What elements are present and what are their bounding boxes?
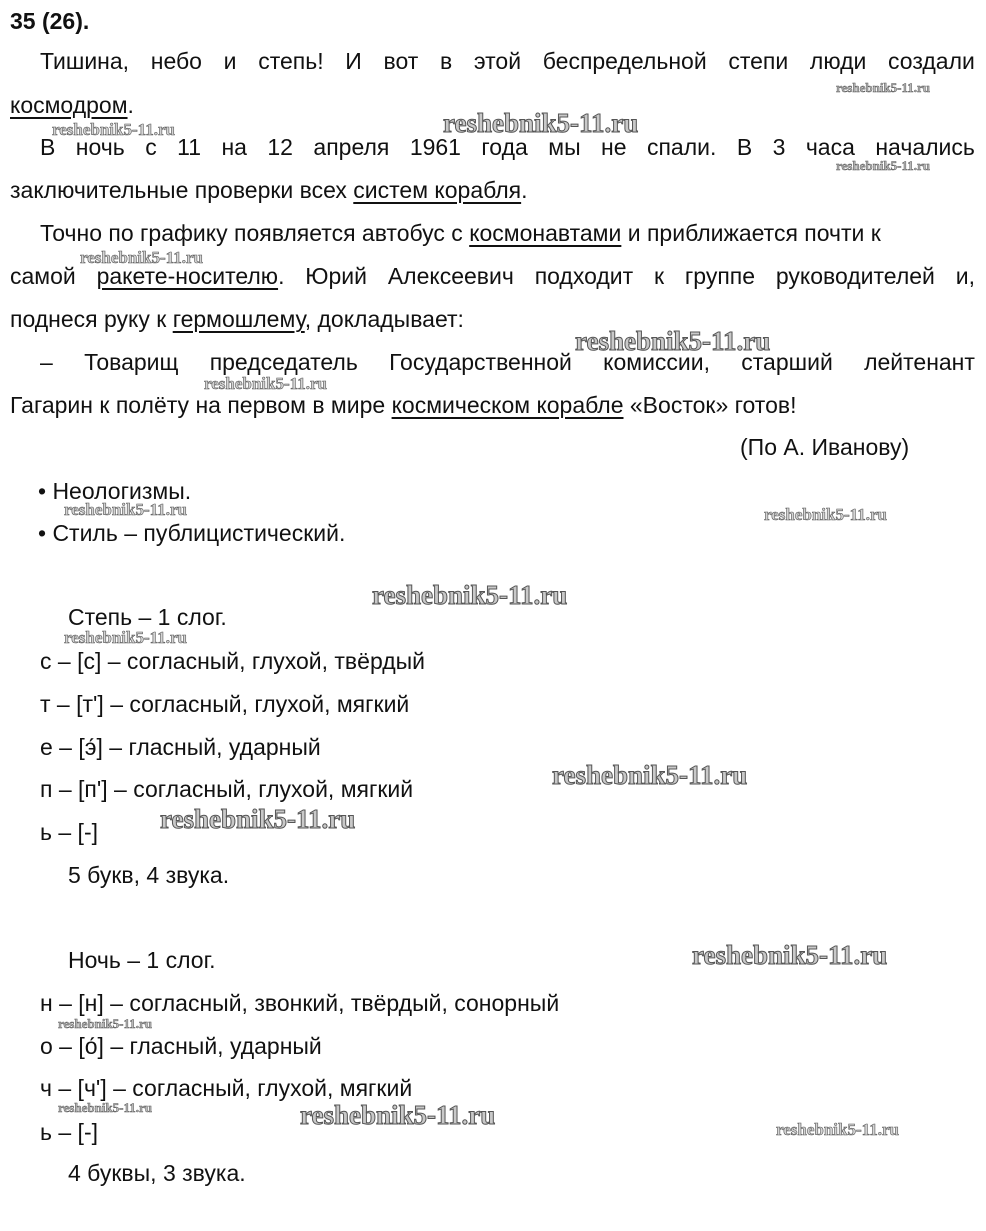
- watermark: reshebnik5-11.ru: [58, 1100, 153, 1115]
- analysis-2-row: н – [н] – согласный, звонкий, твёрдый, сонорный: [40, 990, 560, 1016]
- word: –: [40, 349, 53, 375]
- word: лейтенант: [864, 349, 975, 375]
- text-line-2: космодром.: [10, 92, 134, 118]
- word: председатель: [209, 349, 358, 375]
- exercise-number: 35 (26).: [10, 8, 90, 34]
- word: степь!: [258, 48, 324, 74]
- watermark: reshebnik5-11.ru: [776, 1120, 899, 1139]
- word: апреля: [313, 134, 390, 160]
- analysis-2-summary: 4 буквы, 3 звука.: [68, 1160, 246, 1186]
- analysis-1-row: п – [п'] – согласный, глухой, мягкий: [40, 776, 414, 802]
- word: года: [481, 134, 528, 160]
- watermark: reshebnik5-11.ru: [300, 1100, 496, 1130]
- analysis-1-row: с – [с] – согласный, глухой, твёрдый: [40, 648, 426, 674]
- word: И: [345, 48, 362, 74]
- word: Тишина,: [40, 48, 130, 74]
- word: Государственной: [389, 349, 572, 375]
- word: группе: [684, 263, 756, 289]
- watermark: reshebnik5-11.ru: [443, 108, 639, 138]
- watermark: reshebnik5-11.ru: [80, 248, 203, 267]
- analysis-2-row: ь – [-]: [40, 1119, 98, 1145]
- word: и: [223, 48, 237, 74]
- watermark: reshebnik5-11.ru: [552, 760, 748, 790]
- watermark: reshebnik5-11.ru: [764, 505, 887, 524]
- analysis-2-title: Ночь – 1 слог.: [68, 947, 216, 973]
- word: ночь: [75, 134, 125, 160]
- word: люди: [809, 48, 867, 74]
- word: В: [40, 134, 56, 160]
- word: с: [145, 134, 157, 160]
- text-line-7: поднеся руку к гермошлему, докладывает:: [10, 306, 464, 332]
- underlined-word: гермошлему: [172, 306, 305, 332]
- word: комиссии,: [603, 349, 711, 375]
- text-line-9: Гагарин к полёту на первом в мире космическом корабле «Восток» готов!: [10, 392, 797, 418]
- analysis-1-summary: 5 букв, 4 звука.: [68, 862, 230, 888]
- word: 12: [267, 134, 293, 160]
- watermark: reshebnik5-11.ru: [204, 374, 327, 393]
- text-line-8: [10, 349, 975, 379]
- analysis-1-title: Степь – 1 слог.: [68, 604, 227, 630]
- bullet-style: • Стиль – публицистический.: [38, 520, 346, 546]
- watermark: reshebnik5-11.ru: [64, 628, 187, 647]
- analysis-1-row: т – [т'] – согласный, глухой, мягкий: [40, 691, 410, 717]
- word: часа: [805, 134, 855, 160]
- word: небо: [150, 48, 202, 74]
- watermark: reshebnik5-11.ru: [58, 1016, 153, 1031]
- word: к: [654, 263, 665, 289]
- word: В: [736, 134, 753, 160]
- word: и,: [955, 263, 975, 289]
- word: Юрий: [305, 263, 368, 289]
- bullet-neologisms: • Неологизмы.: [38, 478, 192, 504]
- word: степи: [728, 48, 789, 74]
- word: мы: [548, 134, 581, 160]
- text-line-4: заключительные проверки всех систем корабля.: [10, 177, 528, 203]
- word: спали.: [646, 134, 717, 160]
- word: вот: [383, 48, 419, 74]
- underlined-word: космонавтами: [469, 220, 622, 246]
- word: беспредельной: [542, 48, 707, 74]
- word: Алексеевич: [387, 263, 514, 289]
- word: на: [221, 134, 247, 160]
- watermark: reshebnik5-11.ru: [575, 326, 771, 356]
- text-line-1: [10, 48, 975, 78]
- analysis-1-row: ь – [-]: [40, 819, 98, 845]
- text-line-5: Точно по графику появляется автобус с космонавтами и приближается почти к: [40, 220, 881, 246]
- word: начались: [875, 134, 975, 160]
- underlined-word: космическом корабле: [391, 392, 624, 418]
- word: старший: [741, 349, 833, 375]
- word: подходит: [534, 263, 634, 289]
- text-line-6: самой ракете-носителю. Юрий Алексеевич подходит к группе руководителей и,: [10, 263, 975, 289]
- watermark: reshebnik5-11.ru: [836, 158, 931, 173]
- underlined-word: космодром: [10, 92, 128, 118]
- word: в: [439, 48, 453, 74]
- analysis-2-row: ч – [ч'] – согласный, глухой, мягкий: [40, 1075, 413, 1101]
- word: руководителей: [775, 263, 935, 289]
- watermark: reshebnik5-11.ru: [836, 80, 931, 95]
- word: создали: [888, 48, 975, 74]
- watermark: reshebnik5-11.ru: [64, 500, 187, 519]
- word: Товарищ: [84, 349, 179, 375]
- analysis-1-row: е – [э́] – гласный, ударный: [40, 734, 321, 760]
- author-attribution: (По А. Иванову): [740, 434, 910, 460]
- underlined-word: систем корабля: [353, 177, 522, 203]
- watermark: reshebnik5-11.ru: [372, 580, 568, 610]
- watermark: reshebnik5-11.ru: [692, 940, 888, 970]
- word: этой: [473, 48, 522, 74]
- word: не: [601, 134, 627, 160]
- underlined-word: ракете-носителю: [96, 263, 279, 289]
- word: 3: [772, 134, 786, 160]
- word: 1961: [409, 134, 461, 160]
- watermark: reshebnik5-11.ru: [160, 804, 356, 834]
- watermark: reshebnik5-11.ru: [52, 120, 175, 139]
- word: 11: [177, 134, 202, 160]
- analysis-2-row: о – [о́] – гласный, ударный: [40, 1033, 322, 1059]
